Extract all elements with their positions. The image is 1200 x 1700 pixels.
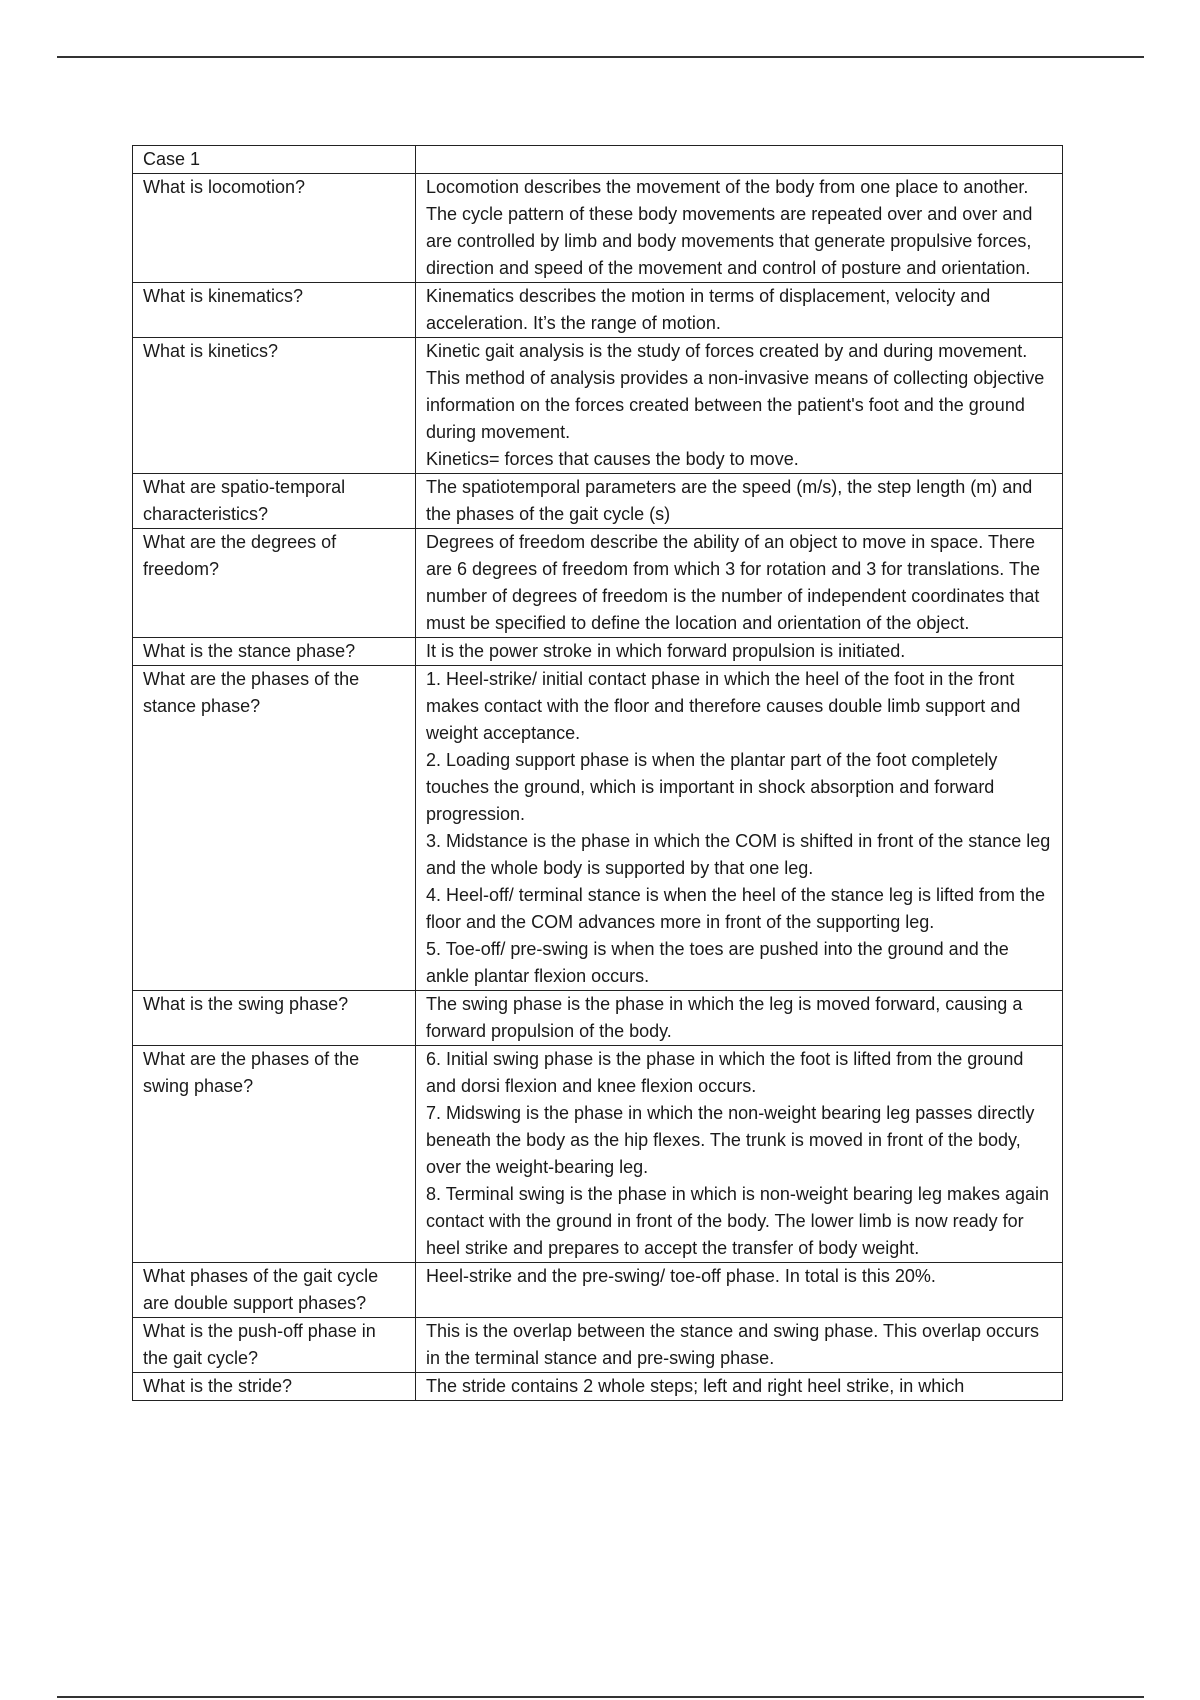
answer-cell: The stride contains 2 whole steps; left and right heel strike, in which <box>416 1373 1063 1401</box>
question-cell: Case 1 <box>133 146 416 174</box>
table-row <box>133 474 1063 529</box>
question-cell: What are spatio-temporal characteristics? <box>133 474 416 529</box>
answer-cell: Kinematics describes the motion in terms of displacement, velocity and acceleration. It’s the range of motion. <box>416 283 1063 338</box>
question-cell: What is the stance phase? <box>133 638 416 666</box>
answer-cell: Kinetic gait analysis is the study of forces created by and during movement. This method of analysis provides a non-invasive means of collecting objective information on the forces created between the patient's foot and the ground during movement. Kinetics= forces that causes the body to move. <box>416 338 1063 474</box>
table-row <box>133 146 1063 174</box>
question-cell: What are the degrees of freedom? <box>133 529 416 638</box>
question-cell: What is kinematics? <box>133 283 416 338</box>
answer-cell: This is the overlap between the stance and swing phase. This overlap occurs in the terminal stance and pre-swing phase. <box>416 1318 1063 1373</box>
question-cell: What is the swing phase? <box>133 991 416 1046</box>
footer-rule <box>57 1696 1144 1698</box>
question-cell: What is kinetics? <box>133 338 416 474</box>
table-row <box>133 1318 1063 1373</box>
question-cell: What are the phases of the stance phase? <box>133 666 416 991</box>
answer-cell: The swing phase is the phase in which the leg is moved forward, causing a forward propulsion of the body. <box>416 991 1063 1046</box>
answer-cell: The spatiotemporal parameters are the speed (m/s), the step length (m) and the phases of the gait cycle (s) <box>416 474 1063 529</box>
table-row <box>133 666 1063 991</box>
answer-cell <box>416 146 1063 174</box>
table-row <box>133 1373 1063 1401</box>
question-cell: What is the push-off phase in the gait cycle? <box>133 1318 416 1373</box>
answer-cell: Degrees of freedom describe the ability of an object to move in space. There are 6 degrees of freedom from which 3 for rotation and 3 for translations. The number of degrees of freedom is the number of independent coordinates that must be specified to define the location and orientation of the object. <box>416 529 1063 638</box>
case-qa-table <box>132 145 1063 1401</box>
table-row <box>133 1046 1063 1263</box>
answer-cell: Heel-strike and the pre-swing/ toe-off phase. In total is this 20%. <box>416 1263 1063 1318</box>
answer-cell: 1. Heel-strike/ initial contact phase in which the heel of the foot in the front makes contact with the floor and therefore causes double limb support and weight acceptance. 2. Loading support phase is when the plantar part of the foot completely touches the ground, which is important in shock absorption and forward progression. 3. Midstance is the phase in which the COM is shifted in front of the stance leg and the whole body is supported by that one leg. 4. Heel-off/ terminal stance is when the heel of the stance leg is lifted from the floor and the COM advances more in front of the supporting leg. 5. Toe-off/ pre-swing is when the toes are pushed into the ground and the ankle plantar flexion occurs. <box>416 666 1063 991</box>
question-cell: What are the phases of the swing phase? <box>133 1046 416 1263</box>
header-rule <box>57 56 1144 58</box>
answer-cell: It is the power stroke in which forward propulsion is initiated. <box>416 638 1063 666</box>
table-row <box>133 991 1063 1046</box>
question-cell: What is locomotion? <box>133 174 416 283</box>
question-cell: What phases of the gait cycle are double support phases? <box>133 1263 416 1318</box>
question-cell: What is the stride? <box>133 1373 416 1401</box>
answer-cell: Locomotion describes the movement of the body from one place to another. The cycle pattern of these body movements are repeated over and over and are controlled by limb and body movements that generate propulsive forces, direction and speed of the movement and control of posture and orientation. <box>416 174 1063 283</box>
table-row <box>133 638 1063 666</box>
table-row <box>133 283 1063 338</box>
table-row <box>133 529 1063 638</box>
table-row <box>133 174 1063 283</box>
table-row <box>133 1263 1063 1318</box>
table-row <box>133 338 1063 474</box>
answer-cell: 6. Initial swing phase is the phase in which the foot is lifted from the ground and dorsi flexion and knee flexion occurs. 7. Midswing is the phase in which the non-weight bearing leg passes directly beneath the body as the hip flexes. The trunk is moved in front of the body, over the weight-bearing leg. 8. Terminal swing is the phase in which is non-weight bearing leg makes again contact with the ground in front of the body. The lower limb is now ready for heel strike and prepares to accept the transfer of body weight. <box>416 1046 1063 1263</box>
